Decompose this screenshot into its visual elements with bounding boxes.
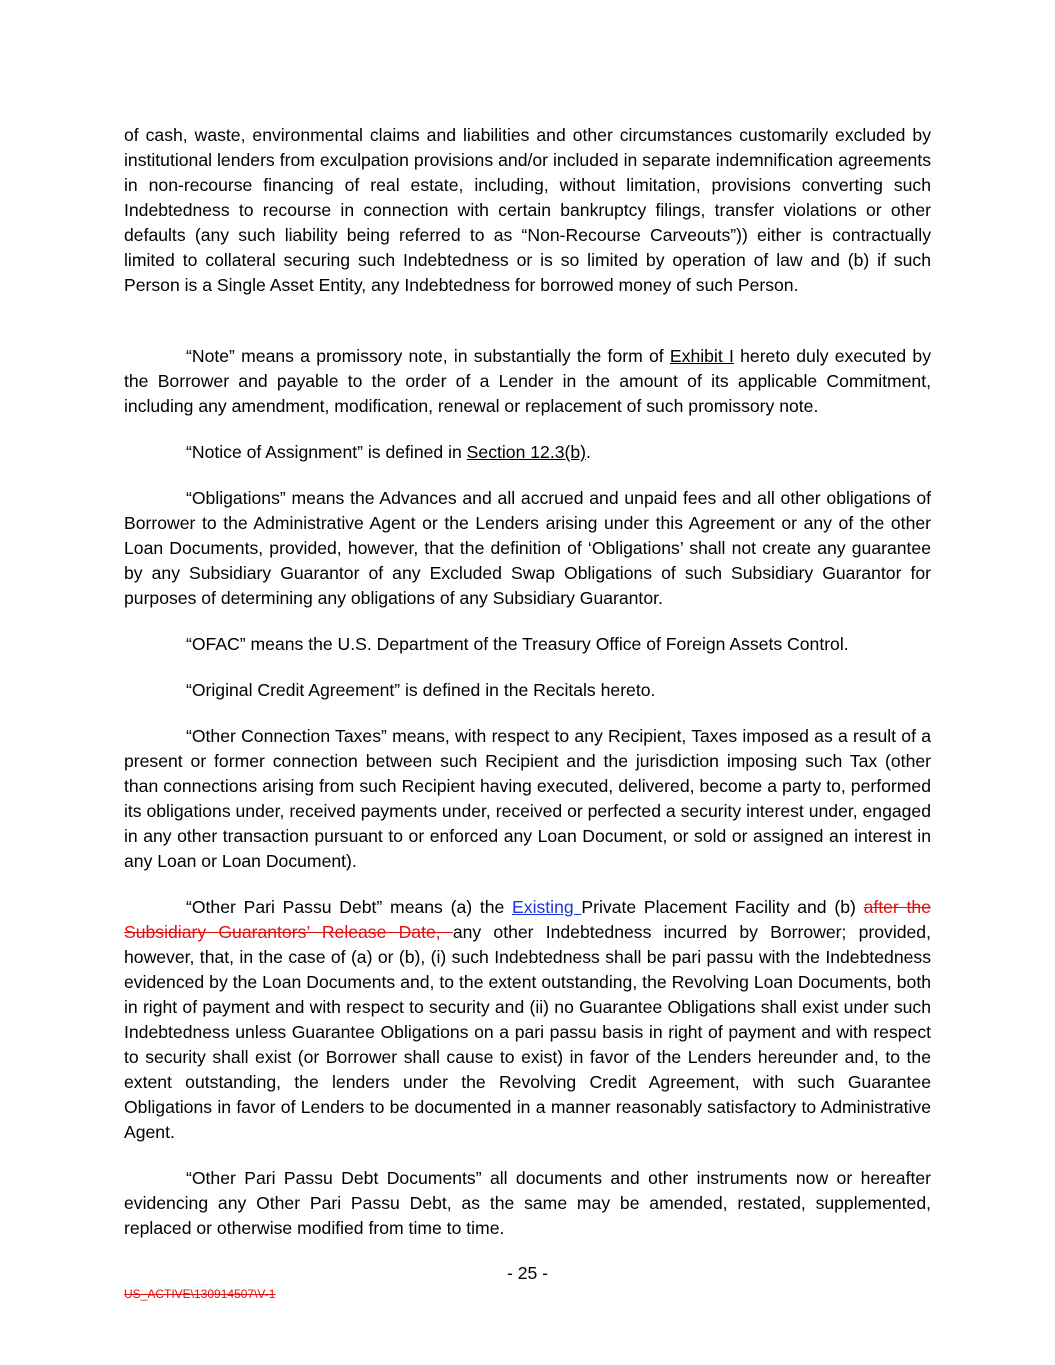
paragraph-obligations: “Obligations” means the Advances and all accrued and unpaid fees and all other obligations of Borrower to the Administrative Agent or the Lenders arising under this Agreement or any of the other Loan Documents, provided, however, that the definition of ‘Obligations’ shall not create any guarantee by any Subsidiary Guarantor of any Excluded Swap Obligations of such Subsidiary Guarantor for purposes of determining any obligations of any Subsidiary Guarantor. <box>124 488 931 608</box>
pari-passu-text-end: any other Indebtedness incurred by Borrower; provided, however, that, in the case of (a) or (b), (i) such Indebtedness shall be pari passu with the Indebtedness evidenced by the Loan Documents and, to the extent outstanding, the Revolving Loan Documents, both in right of payment and with respect to security and (ii) no Guarantee Obligations shall exist under such Indebtedness unless Guarantee Obligations on a pari passu basis in right of payment and with respect to security shall exist (or Borrower shall cause to exist) in favor of the Lenders hereunder and, to the extent outstanding, the lenders under the Revolving Credit Agreement, with such Guarantee Obligations in favor of Lenders to be documented in a manner reasonably satisfactory to Administrative Agent. <box>124 922 931 1142</box>
notice-definition-period: . <box>586 442 591 462</box>
note-definition-text-end: hereto duly executed by the Borrower and payable to the order of a Lender in the amount of its applicable Commitment, including any amendment, modification, renewal or replacement of such promissory note. <box>124 346 932 416</box>
deleted-text: after the Subsidiary Guarantors’ Release Date, <box>124 897 931 942</box>
paragraph-ofac: “OFAC” means the U.S. Department of the Treasury Office of Foreign Assets Control. <box>186 634 849 654</box>
note-definition-text: “Note” means a promissory note, in substantially the form of <box>186 346 670 366</box>
pari-passu-text-start: “Other Pari Passu Debt” means (a) the <box>186 897 513 917</box>
exhibit-i-reference: Exhibit I <box>669 346 734 366</box>
paragraph-notice-of-assignment <box>124 440 931 465</box>
paragraph-other-pari-passu-debt-documents: “Other Pari Passu Debt Documents” all documents and other instruments now or hereafter evidencing any Other Pari Passu Debt, as the same may be amended, restated, supplemented, replaced or otherwise modified from time to time. <box>124 1168 931 1238</box>
inserted-text: Existing <box>512 897 582 917</box>
paragraph-other-pari-passu-debt <box>124 895 931 1145</box>
notice-definition-text: “Notice of Assignment” is defined in <box>186 442 467 462</box>
paragraph-other-connection-taxes: “Other Connection Taxes” means, with respect to any Recipient, Taxes imposed as a result of a present or former connection between such Recipient and the jurisdiction imposing such Tax (other than connections arising from such Recipient having executed, delivered, become a party to, performed its obligations under, received payments under, received or perfected a security interest under, engaged in any other transaction pursuant to or enforced any Loan Document, or sold or assigned an interest in any Loan or Loan Document). <box>124 726 931 871</box>
section-12-3b-reference: Section 12.3(b) <box>466 442 586 462</box>
page-number: - 25 - <box>506 1263 549 1283</box>
paragraph-note-definition <box>124 344 931 419</box>
paragraph-original-credit-agreement: “Original Credit Agreement” is defined in the Recitals hereto. <box>186 680 656 700</box>
pari-passu-text-middle: Private Placement Facility and (b) <box>581 897 864 917</box>
paragraph-continuation: of cash, waste, environmental claims and liabilities and other circumstances customarily excluded by institutional lenders from exculpation provisions and/or included in separate indemnification agreements in non-recourse financing of real estate, including, without limitation, provisions converting such Indebtedness to recourse in connection with certain bankruptcy filings, transfer violations or other defaults (any such liability being referred to as “Non-Recourse Carveouts”)) either is contractually limited to collateral securing such Indebtedness or is so limited by operation of law and (b) if such Person is a Single Asset Entity, any Indebtedness for borrowed money of such Person. <box>124 125 931 295</box>
document-footer-id: US_ACTIVE\130914507\V-1 <box>124 1287 276 1301</box>
